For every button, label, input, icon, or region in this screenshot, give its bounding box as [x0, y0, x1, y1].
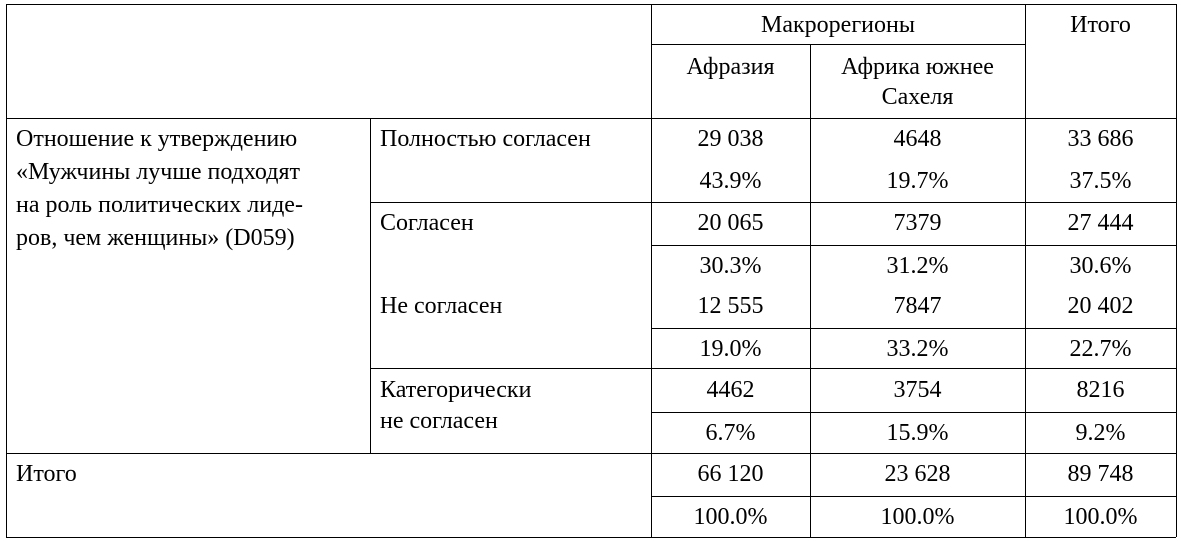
rule-label-split [370, 118, 371, 453]
row-group-label-line2: «Мужчины лучше подходят [16, 159, 300, 185]
cell-fully-agree-africa-n: 4648 [893, 126, 942, 152]
rule-after-disagree [370, 368, 1176, 369]
cell-total-afrasia-pct: 100.0% [693, 504, 768, 530]
cell-total-africa-pct: 100.0% [880, 504, 955, 530]
row-label-fully-agree: Полностью согласен [380, 126, 591, 152]
cell-agree-afrasia-n: 20 065 [697, 210, 764, 236]
cell-disagree-total-pct: 22.7% [1069, 336, 1132, 362]
header-africa-line1: Африка южнее [841, 54, 994, 80]
cell-disagree-africa-pct: 33.2% [886, 336, 949, 362]
cell-strongly-disagree-total-n: 8216 [1076, 377, 1125, 403]
cell-disagree-afrasia-n: 12 555 [697, 293, 764, 319]
cell-disagree-afrasia-pct: 19.0% [699, 336, 762, 362]
cell-total-total-pct: 100.0% [1063, 504, 1138, 530]
row-label-strongly-disagree-line1: Категорически [380, 377, 532, 403]
cell-fully-agree-africa-pct: 19.7% [886, 168, 949, 194]
header-macroregions: Макрорегионы [761, 12, 915, 38]
cell-fully-agree-afrasia-pct: 43.9% [699, 168, 762, 194]
rule-bottom [6, 537, 1176, 538]
cell-strongly-disagree-africa-n: 3754 [893, 377, 942, 403]
cell-strongly-disagree-total-pct: 9.2% [1075, 420, 1126, 446]
cell-total-afrasia-n: 66 120 [697, 461, 764, 487]
row-group-label-line1: Отношение к утверждению [16, 126, 298, 152]
rule-disagree-pct [651, 328, 1176, 329]
rule-strong-disagree-counts [651, 412, 1176, 413]
cell-agree-africa-pct: 31.2% [886, 253, 949, 279]
rule-right [1176, 4, 1177, 537]
total-row-label: Итого [16, 461, 77, 487]
row-group-label-line4: ров, чем женщины» (D059) [16, 225, 295, 251]
rule-top [6, 4, 1176, 5]
row-label-disagree: Не согласен [380, 293, 503, 319]
cell-strongly-disagree-afrasia-pct: 6.7% [705, 420, 756, 446]
header-afrasia: Афразия [686, 54, 775, 80]
cell-strongly-disagree-africa-pct: 15.9% [886, 420, 949, 446]
rule-after-fully-agree [370, 202, 1176, 203]
cell-total-total-n: 89 748 [1067, 461, 1134, 487]
cell-fully-agree-total-pct: 37.5% [1069, 168, 1132, 194]
rule-agree-counts [651, 245, 1176, 246]
cell-fully-agree-total-n: 33 686 [1067, 126, 1134, 152]
cell-disagree-africa-n: 7847 [893, 293, 942, 319]
cell-strongly-disagree-afrasia-n: 4462 [706, 377, 755, 403]
cell-agree-total-pct: 30.6% [1069, 253, 1132, 279]
rule-under-macroregions [651, 44, 1025, 45]
rule-header-bottom [6, 118, 1176, 119]
cell-agree-afrasia-pct: 30.3% [699, 253, 762, 279]
row-label-agree: Согласен [380, 210, 474, 236]
cell-total-africa-n: 23 628 [884, 461, 951, 487]
rule-left [6, 4, 7, 537]
cell-agree-total-n: 27 444 [1067, 210, 1134, 236]
row-label-strongly-disagree-line2: не согласен [380, 408, 498, 434]
cell-agree-africa-n: 7379 [893, 210, 942, 236]
rule-total-counts [651, 496, 1176, 497]
cell-disagree-total-n: 20 402 [1067, 293, 1134, 319]
cell-fully-agree-afrasia-n: 29 038 [697, 126, 764, 152]
rule-before-total [6, 453, 1176, 454]
header-total: Итого [1070, 12, 1131, 38]
row-group-label-line3: на роль политических лиде- [16, 192, 303, 218]
header-africa-line2: Сахеля [881, 84, 954, 110]
